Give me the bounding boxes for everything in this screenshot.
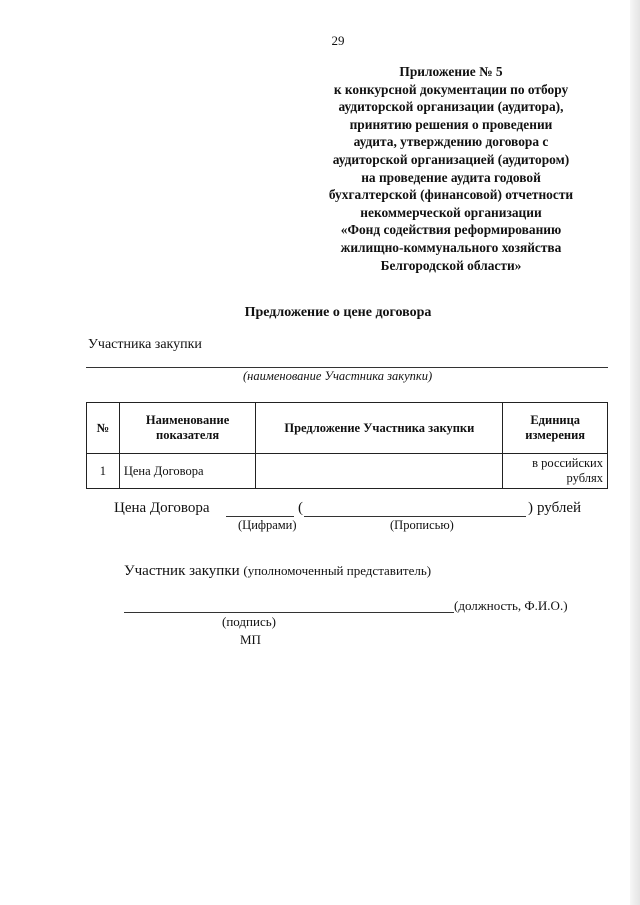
- appendix-line: Белгородской области»: [380, 257, 522, 273]
- cell-number: 1: [87, 454, 120, 489]
- stamp-caption: МП: [240, 632, 261, 647]
- header-indicator-name: Наименование показателя: [119, 403, 255, 454]
- price-table: [86, 402, 608, 489]
- header-participant-offer: Предложение Участника закупки: [256, 403, 503, 454]
- scan-edge-shadow: [630, 0, 640, 905]
- appendix-line: аудиторской организации (аудитора),: [338, 99, 564, 115]
- appendix-header: [300, 63, 602, 274]
- participant-name-caption: (наименование Участника закупки): [243, 369, 433, 383]
- signature-caption: (подпись): [222, 614, 276, 629]
- open-paren: (: [298, 500, 303, 516]
- cell-participant-offer: [256, 454, 503, 489]
- participant-name-line: [86, 367, 608, 368]
- appendix-line: «Фонд содействия реформированию: [340, 222, 562, 238]
- close-paren: ): [528, 500, 533, 516]
- price-label: Цена Договора: [114, 500, 210, 516]
- price-words-line: [304, 516, 526, 517]
- appendix-line: к конкурсной документации по отбору: [333, 81, 569, 97]
- appendix-line: аудиторской организацией (аудитором): [332, 151, 570, 167]
- page-number: 29: [331, 33, 345, 48]
- header-unit: Единица измерения: [503, 403, 608, 454]
- table-header-row: [87, 403, 608, 454]
- words-caption: (Прописью): [390, 518, 454, 532]
- digits-caption: (Цифрами): [238, 518, 297, 532]
- header-number: №: [87, 403, 120, 454]
- representative-label-text: Участник закупки: [124, 563, 240, 579]
- currency-label: рублей: [537, 500, 582, 516]
- proposal-title: Предложение о цене договора: [244, 305, 432, 320]
- appendix-line: жилищно-коммунального хозяйства: [340, 239, 562, 255]
- participant-label: Участника закупки: [88, 337, 202, 352]
- appendix-line: бухгалтерской (финансовой) отчетности: [328, 187, 574, 203]
- appendix-line: принятию решения о проведении: [349, 116, 553, 132]
- appendix-line: некоммерческой организации: [360, 204, 542, 220]
- appendix-line: на проведение аудита годовой: [361, 169, 541, 185]
- representative-label-note: (уполномоченный представитель): [243, 563, 432, 578]
- cell-indicator-name: Цена Договора: [119, 454, 255, 489]
- position-name-line: [124, 612, 454, 613]
- table-row: [87, 454, 608, 489]
- representative-label: [124, 563, 431, 580]
- position-caption: (должность, Ф.И.О.): [454, 598, 568, 613]
- appendix-line: аудита, утверждению договора с: [353, 134, 549, 150]
- appendix-line: Приложение № 5: [399, 64, 503, 79]
- cell-unit: в российских рублях: [503, 454, 608, 489]
- price-digits-line: [226, 516, 294, 517]
